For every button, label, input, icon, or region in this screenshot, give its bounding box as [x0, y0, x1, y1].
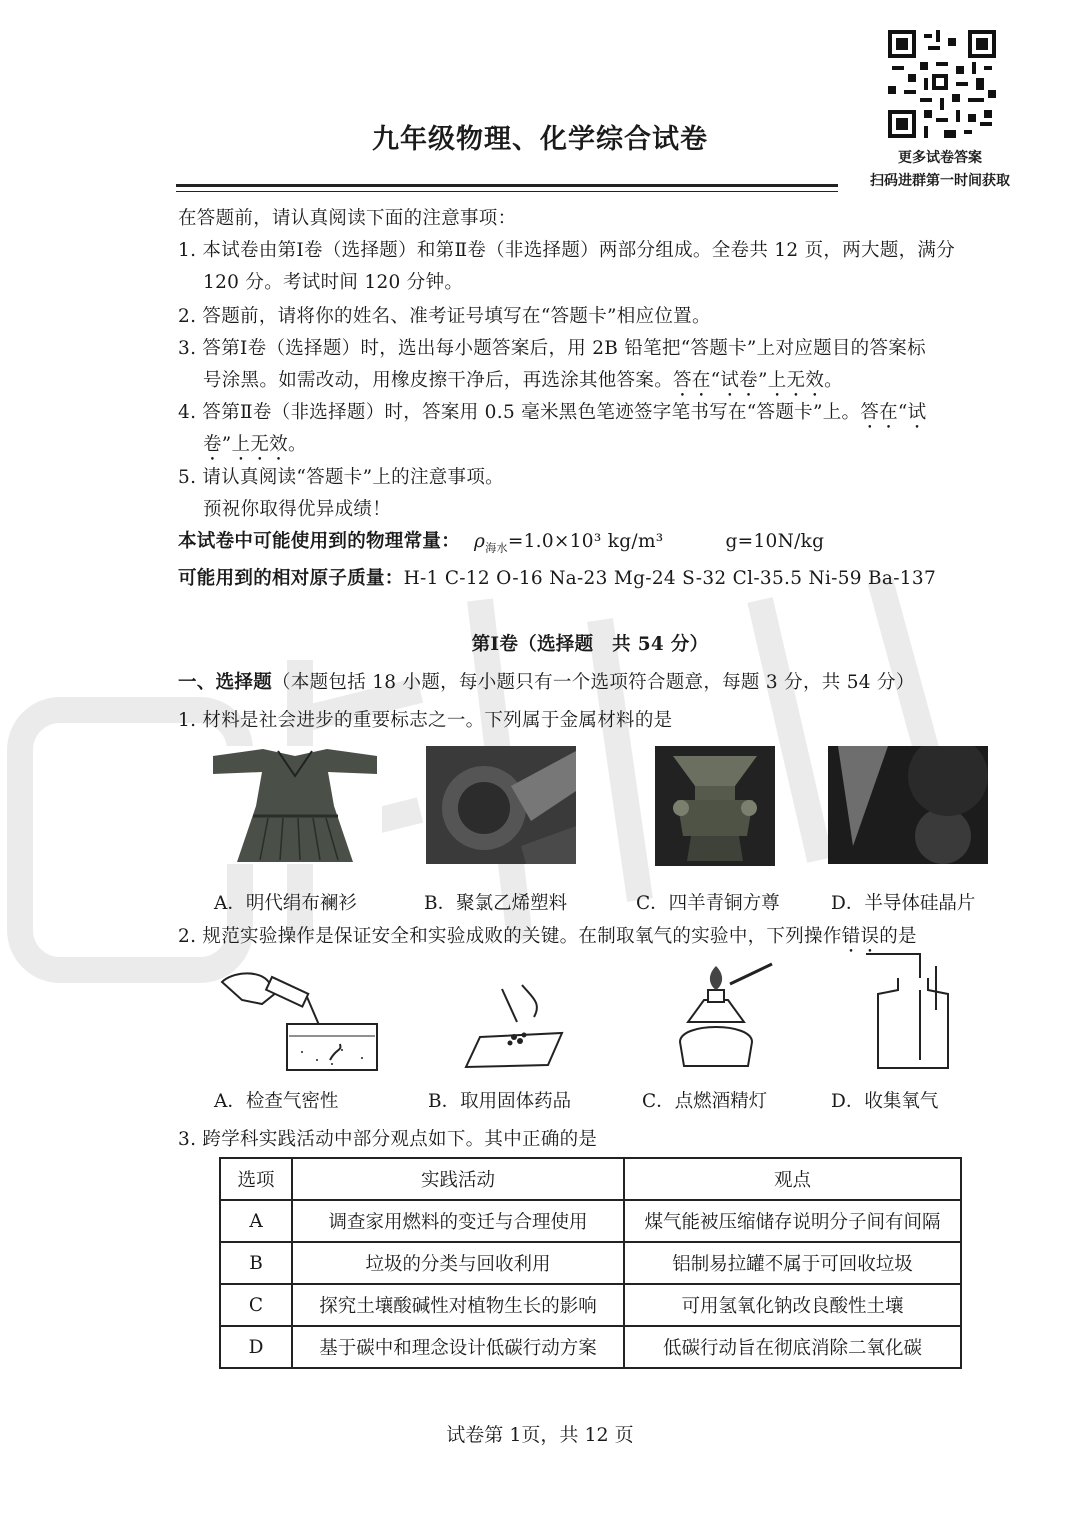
constants-label: 本试卷中可能使用到的物理常量： [178, 531, 461, 552]
table-row [220, 1284, 961, 1326]
table-header-viewpoint: 观点 [624, 1158, 961, 1200]
qr-code-icon [888, 30, 996, 138]
part-heading [178, 668, 915, 694]
instruction-3-end: 。 [824, 370, 843, 391]
q1-image-c-bronze-vessel [655, 746, 775, 866]
table-cell: 煤气能被压缩储存说明分子间有间隔 [624, 1200, 961, 1242]
rho-symbol: ρ [474, 531, 486, 552]
table-cell: C [220, 1284, 292, 1326]
instruction-1: 1. 本试卷由第Ⅰ卷（选择题）和第Ⅱ卷（非选择题）两部分组成。全卷共 12 页，两大题，满分 [178, 240, 956, 261]
q1-image-a-robe [208, 746, 382, 864]
page-title: 九年级物理、化学综合试卷 [372, 124, 708, 155]
table-cell: D [220, 1326, 292, 1368]
q2-option-d: D．收集氧气 [831, 1091, 939, 1112]
table-header-option: 选项 [220, 1158, 292, 1200]
q1-image-b-plastic-pipe [426, 746, 576, 864]
table-cell: 基于碳中和理念设计低碳行动方案 [292, 1326, 624, 1368]
q2-stem-emphasis: 错误 [841, 926, 880, 947]
table-row [220, 1242, 961, 1284]
table-row [220, 1200, 961, 1242]
instruction-4-emphasis-cont: 卷”上无效 [203, 434, 288, 455]
q2-stem-text: 2. 规范实验操作是保证安全和实验成败的关键。在制取氧气的实验中，下列操作 [178, 926, 842, 947]
q2-stem-end: 的是 [879, 926, 917, 947]
instruction-4-end: 。 [287, 434, 307, 455]
instruction-3-emphasis: 答在“试卷”上无效 [673, 370, 825, 391]
table-cell: 调查家用燃料的变迁与合理使用 [292, 1200, 624, 1242]
q2-illustration-d-gas-collection [858, 950, 958, 1072]
table-cell: 低碳行动旨在彻底消除二氧化碳 [624, 1326, 961, 1368]
q3-table [219, 1157, 962, 1369]
q2-option-a: A．检查气密性 [214, 1091, 339, 1112]
table-cell: 铝制易拉罐不属于可回收垃圾 [624, 1242, 961, 1284]
qr-caption-2: 扫码进群第一时间获取 [870, 173, 1010, 189]
table-header-row [220, 1158, 961, 1200]
q2-illustration-c-alcohol-lamp [668, 962, 778, 1072]
instruction-3-text: 号涂黑。如需改动，用橡皮擦干净后，再选涂其他答案。 [203, 370, 674, 391]
part-label: 一、选择题 [178, 672, 273, 693]
q2-illustration-a-airtightness [212, 952, 382, 1074]
part-description: （本题包括 18 小题，每小题只有一个选项符合题意，每题 3 分，共 54 分） [272, 672, 915, 693]
q1-option-a: A．明代绢布襕衫 [214, 893, 357, 914]
q1-option-b: B．聚氯乙烯塑料 [424, 893, 568, 914]
instruction-2: 2. 答题前，请将你的姓名、准考证号填写在“答题卡”相应位置。 [178, 306, 711, 327]
instruction-3-cont [203, 366, 843, 401]
atomic-label: 可能用到的相对原子质量： [178, 568, 404, 589]
instruction-3: 3. 答第Ⅰ卷（选择题）时，选出每小题答案后，用 2B 铅笔把“答题卡”上对应题目的答案标 [178, 338, 926, 359]
physics-constants [178, 527, 824, 556]
q2-option-b: B．取用固体药品 [428, 1091, 572, 1112]
instruction-4-emphasis: 答在“试 [860, 402, 927, 423]
q3-stem: 3. 跨学科实践活动中部分观点如下。其中正确的是 [178, 1129, 598, 1150]
q1-stem: 1. 材料是社会进步的重要标志之一。下列属于金属材料的是 [178, 710, 673, 731]
qr-caption-1: 更多试卷答案 [898, 150, 982, 166]
table-row [220, 1326, 961, 1368]
table-cell: 可用氢氧化钠改良酸性土壤 [624, 1284, 961, 1326]
instruction-4 [178, 398, 926, 433]
q1-image-d-silicon-wafer [828, 746, 988, 864]
table-header-activity: 实践活动 [292, 1158, 624, 1200]
q1-option-c: C．四羊青铜方尊 [636, 893, 780, 914]
section-title: 第Ⅰ卷（选择题 共 54 分） [471, 634, 709, 655]
instruction-4-text: 4. 答第Ⅱ卷（非选择题）时，答案用 0.5 毫米黑色笔迹签字笔书写在“答题卡”上。 [178, 402, 861, 423]
q2-option-c: C．点燃酒精灯 [642, 1091, 768, 1112]
q1-option-d: D．半导体硅晶片 [831, 893, 976, 914]
instruction-1-cont: 120 分。考试时间 120 分钟。 [203, 272, 464, 293]
atomic-masses [178, 564, 936, 590]
page-footer: 试卷第 1页，共 12 页 [446, 1424, 634, 1446]
atomic-values: H-1 C-12 O-16 Na-23 Mg-24 S-32 Cl-35.5 Ni-59 Ba-137 [403, 568, 937, 589]
instruction-5: 5. 请认真阅读“答题卡”上的注意事项。 [178, 467, 504, 488]
table-cell: B [220, 1242, 292, 1284]
table-cell: A [220, 1200, 292, 1242]
table-cell: 探究土壤酸碱性对植物生长的影响 [292, 1284, 624, 1326]
g-value: g=10N/kg [725, 531, 825, 552]
q2-illustration-b-solid-reagent [462, 977, 572, 1069]
header-rule-thin [176, 191, 838, 192]
header-rule [176, 184, 838, 187]
table-cell: 垃圾的分类与回收利用 [292, 1242, 624, 1284]
rho-subscript: 海水 [485, 541, 508, 555]
instructions-intro: 在答题前，请认真阅读下面的注意事项： [178, 208, 517, 229]
rho-value: =1.0×10³ kg/m³ [507, 531, 664, 552]
instruction-4-cont [203, 430, 307, 465]
wish-text: 预祝你取得优异成绩！ [203, 499, 392, 520]
